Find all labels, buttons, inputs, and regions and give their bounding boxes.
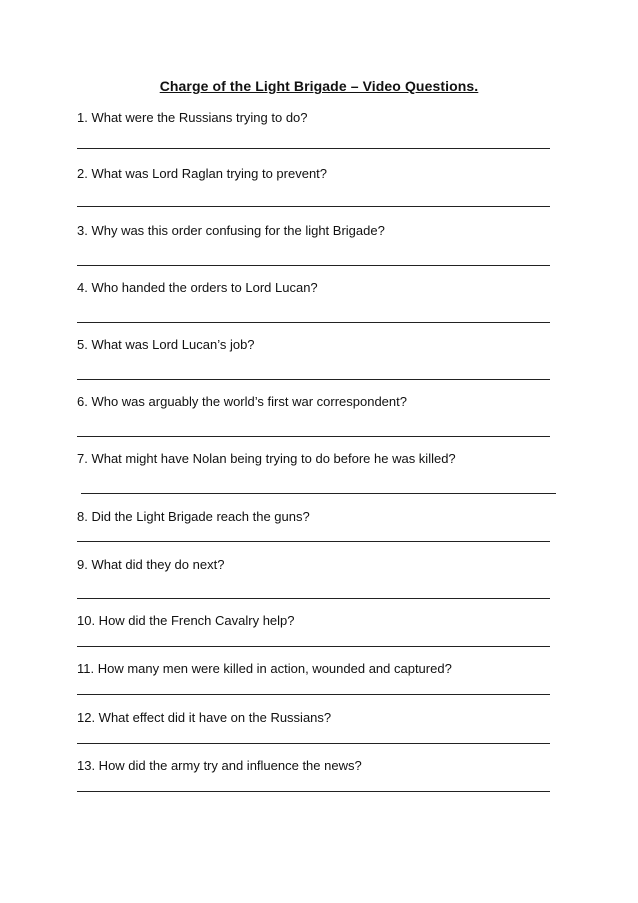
- question-2: 2. What was Lord Raglan trying to prevent?: [77, 166, 328, 181]
- answer-line-2: [77, 206, 550, 207]
- answer-line-11: [77, 694, 550, 695]
- page-title: Charge of the Light Brigade – Video Questions.: [159, 78, 479, 94]
- question-1: 1. What were the Russians trying to do?: [77, 110, 308, 125]
- question-9: 9. What did they do next?: [77, 557, 225, 572]
- question-8: 8. Did the Light Brigade reach the guns?: [77, 509, 310, 524]
- question-5: 5. What was Lord Lucan’s job?: [77, 337, 255, 352]
- question-3: 3. Why was this order confusing for the light Brigade?: [77, 223, 385, 238]
- answer-line-1: [77, 148, 550, 149]
- answer-line-3: [77, 265, 550, 266]
- question-10: 10. How did the French Cavalry help?: [77, 613, 295, 628]
- question-6: 6. Who was arguably the world’s first war correspondent?: [77, 394, 407, 409]
- answer-line-5: [77, 379, 550, 380]
- answer-line-10: [77, 646, 550, 647]
- question-13: 13. How did the army try and influence the news?: [77, 758, 362, 773]
- answer-line-6: [77, 436, 550, 437]
- answer-line-12: [77, 743, 550, 744]
- answer-line-9: [77, 598, 550, 599]
- question-7: 7. What might have Nolan being trying to do before he was killed?: [77, 451, 456, 466]
- answer-line-8: [77, 541, 550, 542]
- question-4: 4. Who handed the orders to Lord Lucan?: [77, 280, 318, 295]
- answer-line-7: [81, 493, 556, 494]
- answer-line-13: [77, 791, 550, 792]
- answer-line-4: [77, 322, 550, 323]
- question-12: 12. What effect did it have on the Russians?: [77, 710, 332, 725]
- question-11: 11. How many men were killed in action, wounded and captured?: [77, 661, 452, 676]
